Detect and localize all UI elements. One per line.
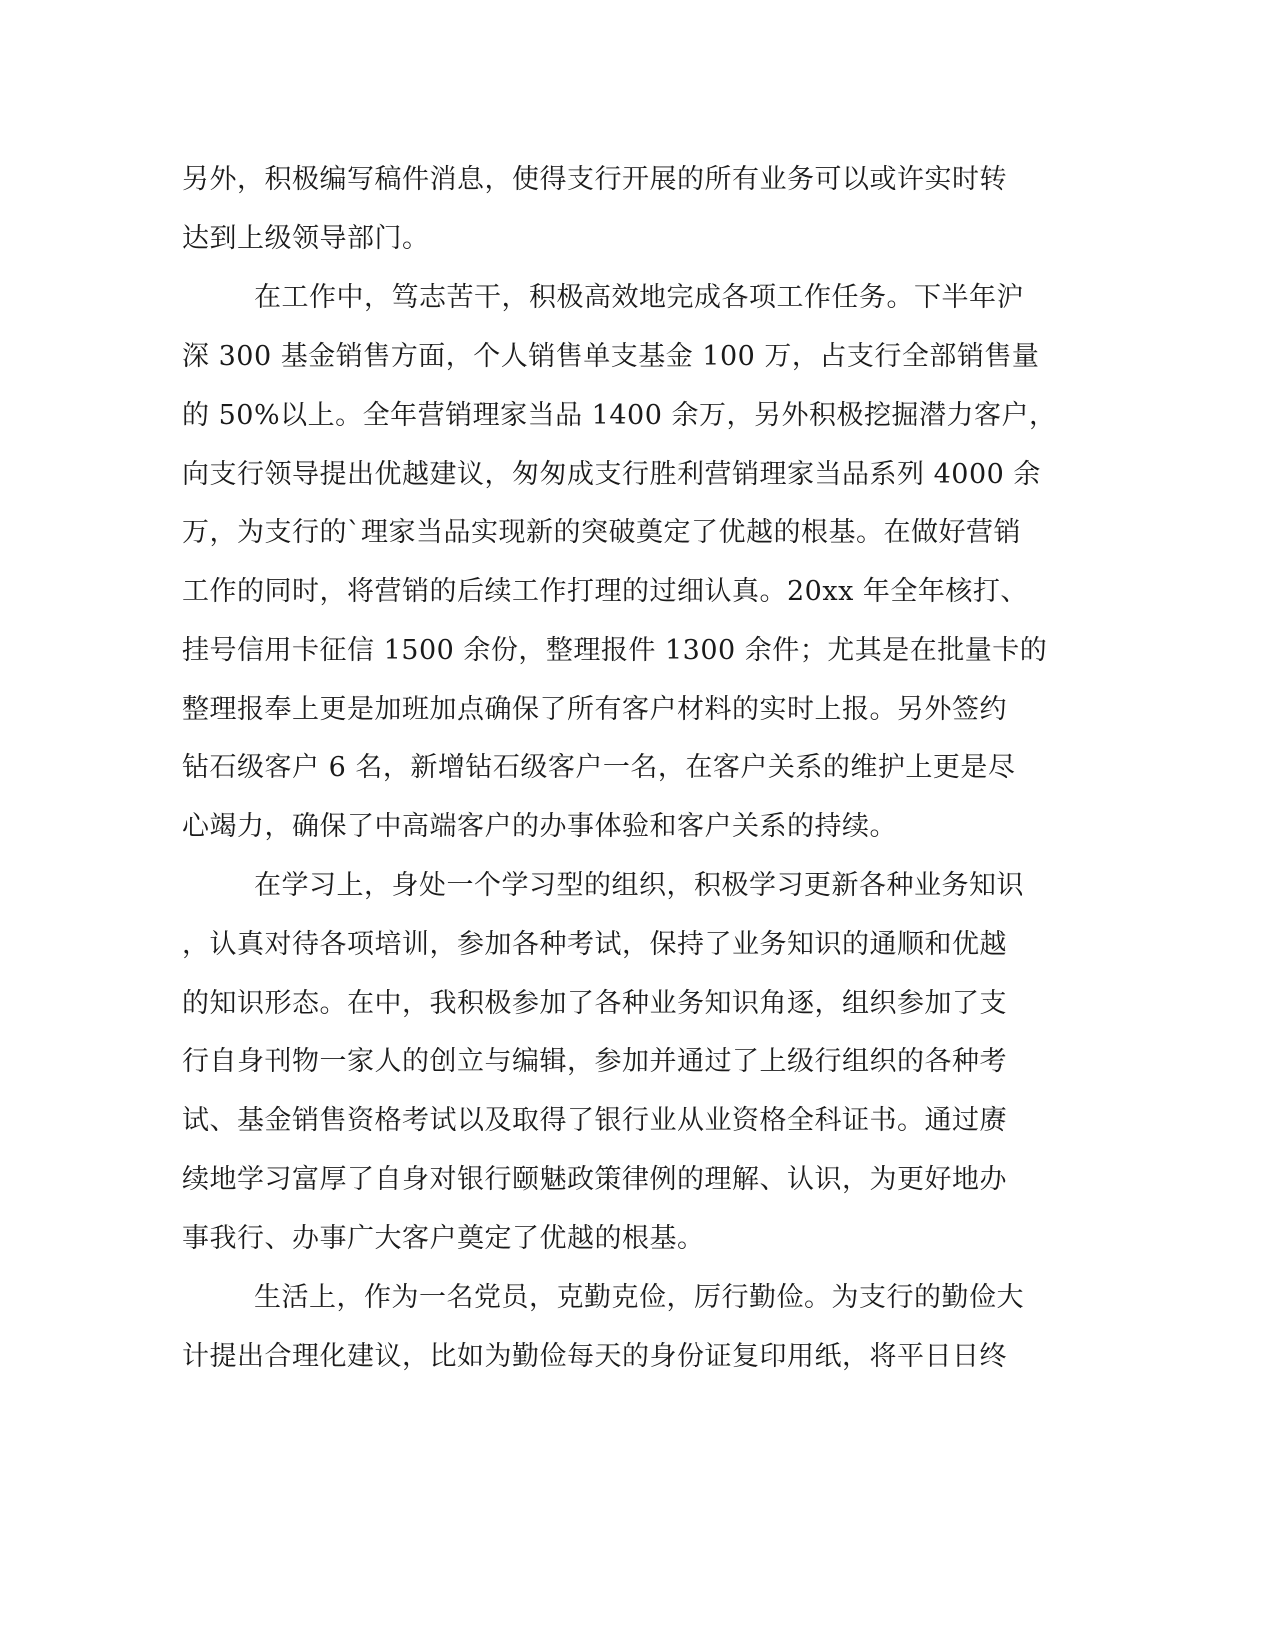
text-line: 万，为支行的`理家当品实现新的突破奠定了优越的根基。在做好营销: [182, 517, 1021, 548]
text-line: 的 50%以上。全年营销理家当品 1400 余万，另外积极挖掘潜力客户，: [182, 400, 1057, 431]
paragraph-first-line: 在工作中，笃志苦干，积极高效地完成各项工作任务。下半年沪: [254, 282, 1024, 313]
text-line: 挂号信用卡征信 1500 余份，整理报件 1300 余件；尤其是在批量卡的: [182, 635, 1048, 666]
text-line: 续地学习富厚了自身对银行颐魅政策律例的理解、认识，为更好地办: [182, 1164, 1007, 1195]
paragraph-first-line: 生活上，作为一名党员，克勤克俭，厉行勤俭。为支行的勤俭大: [254, 1282, 1024, 1313]
text-line: ，认真对待各项培训，参加各种考试，保持了业务知识的通顺和优越: [182, 929, 1007, 960]
text-line: 试、基金销售资格考试以及取得了银行业从业资格全科证书。通过赓: [182, 1105, 1007, 1136]
text-line: 计提出合理化建议，比如为勤俭每天的身份证复印用纸，将平日日终: [182, 1341, 1007, 1372]
text-line: 事我行、办事广大客户奠定了优越的根基。: [182, 1223, 705, 1254]
text-line: 钻石级客户 6 名，新增钻石级客户一名，在客户关系的维护上更是尽: [182, 752, 1016, 783]
text-line: 整理报奉上更是加班加点确保了所有客户材料的实时上报。另外签约: [182, 694, 1007, 725]
text-line: 达到上级领导部门。: [182, 223, 430, 254]
text-line: 深 300 基金销售方面，个人销售单支基金 100 万，占支行全部销售量: [182, 341, 1040, 372]
text-line: 另外，积极编写稿件消息，使得支行开展的所有业务可以或许实时转: [182, 164, 1007, 195]
text-line: 向支行领导提出优越建议，匆匆成支行胜利营销理家当品系列 4000 余: [182, 459, 1041, 490]
text-line: 心竭力，确保了中高端客户的办事体验和客户关系的持续。: [182, 811, 897, 842]
text-line: 的知识形态。在中，我积极参加了各种业务知识角逐，组织参加了支: [182, 988, 1007, 1019]
text-line: 行自身刊物一家人的创立与编辑，参加并通过了上级行组织的各种考: [182, 1046, 1007, 1077]
paragraph-first-line: 在学习上，身处一个学习型的组织，积极学习更新各种业务知识: [254, 870, 1024, 901]
text-line: 工作的同时，将营销的后续工作打理的过细认真。20xx 年全年核打、: [182, 576, 1028, 607]
